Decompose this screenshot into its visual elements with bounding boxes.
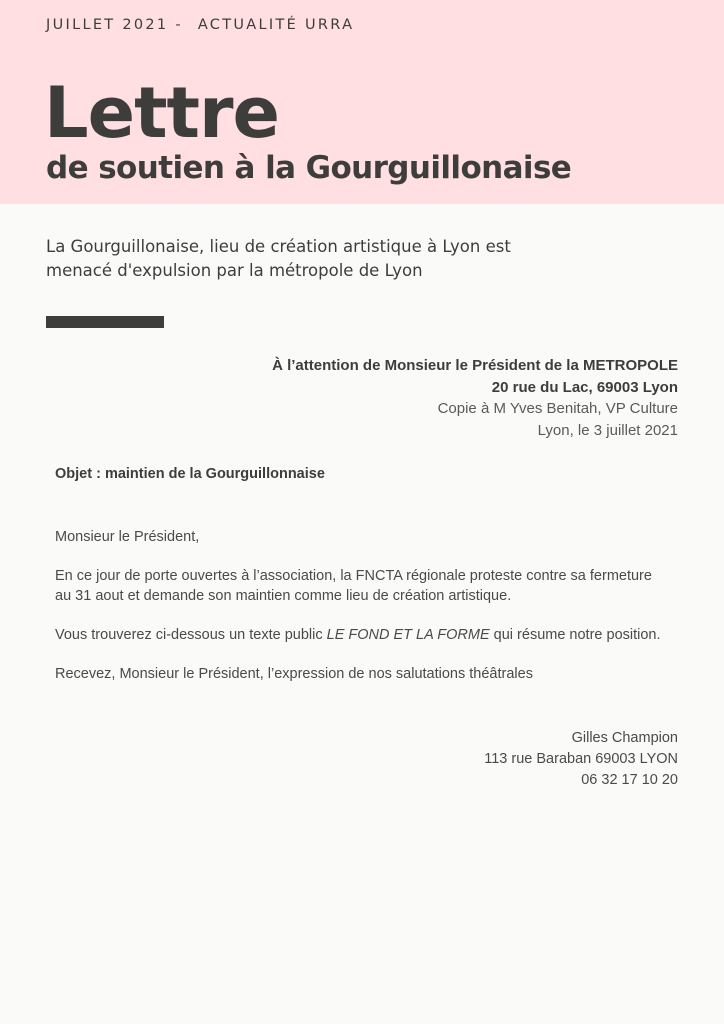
intro-text bbox=[46, 235, 606, 283]
addressee-block bbox=[272, 355, 678, 441]
paragraph-line: En ce jour de porte ouvertes à l’association, la FNCTA régionale proteste contre sa fermeture bbox=[55, 568, 652, 584]
signature-block bbox=[484, 728, 678, 791]
intro-line: La Gourguillonaise, lieu de création artistique à Lyon est bbox=[46, 237, 511, 256]
divider-bar bbox=[46, 316, 164, 328]
subject-line: Objet : maintien de la Gourguillonnaise bbox=[55, 466, 325, 482]
copy-line: Copie à M Yves Benitah, VP Culture bbox=[437, 400, 678, 417]
signer-phone: 06 32 17 10 20 bbox=[581, 772, 678, 788]
letter-body bbox=[55, 527, 675, 703]
header-banner bbox=[0, 0, 724, 204]
paragraph-text: qui résume notre position. bbox=[489, 627, 661, 643]
paragraph-text: Vous trouverez ci-dessous un texte public bbox=[55, 627, 327, 643]
paragraph-line: au 31 aout et demande son maintien comme lieu de création artistique. bbox=[55, 588, 512, 604]
issue-date: JUILLET 2021 - bbox=[46, 17, 183, 33]
section-name: ACTUALITÉ URRA bbox=[197, 17, 355, 33]
closing: Recevez, Monsieur le Président, l’expression de nos salutations théâtrales bbox=[55, 666, 533, 682]
recipient: À l’attention de Monsieur le Président de la METROPOLE bbox=[272, 357, 678, 374]
intro-line: menacé d'expulsion par la métropole de Lyon bbox=[46, 261, 423, 280]
document-title: LE FOND ET LA FORME bbox=[326, 627, 490, 643]
page-title: Lettre bbox=[44, 72, 280, 154]
kicker bbox=[46, 17, 354, 33]
recipient-address: 20 rue du Lac, 69003 Lyon bbox=[491, 378, 678, 396]
signer-address: 113 rue Baraban 69003 LYON bbox=[484, 751, 678, 767]
place-date: Lyon, le 3 juillet 2021 bbox=[537, 421, 678, 439]
greeting: Monsieur le Président, bbox=[55, 529, 200, 545]
signer-name: Gilles Champion bbox=[571, 730, 678, 746]
paragraph bbox=[55, 566, 675, 606]
paragraph bbox=[55, 625, 675, 645]
page-subtitle: de soutien à la Gourguillonaise bbox=[46, 150, 572, 186]
